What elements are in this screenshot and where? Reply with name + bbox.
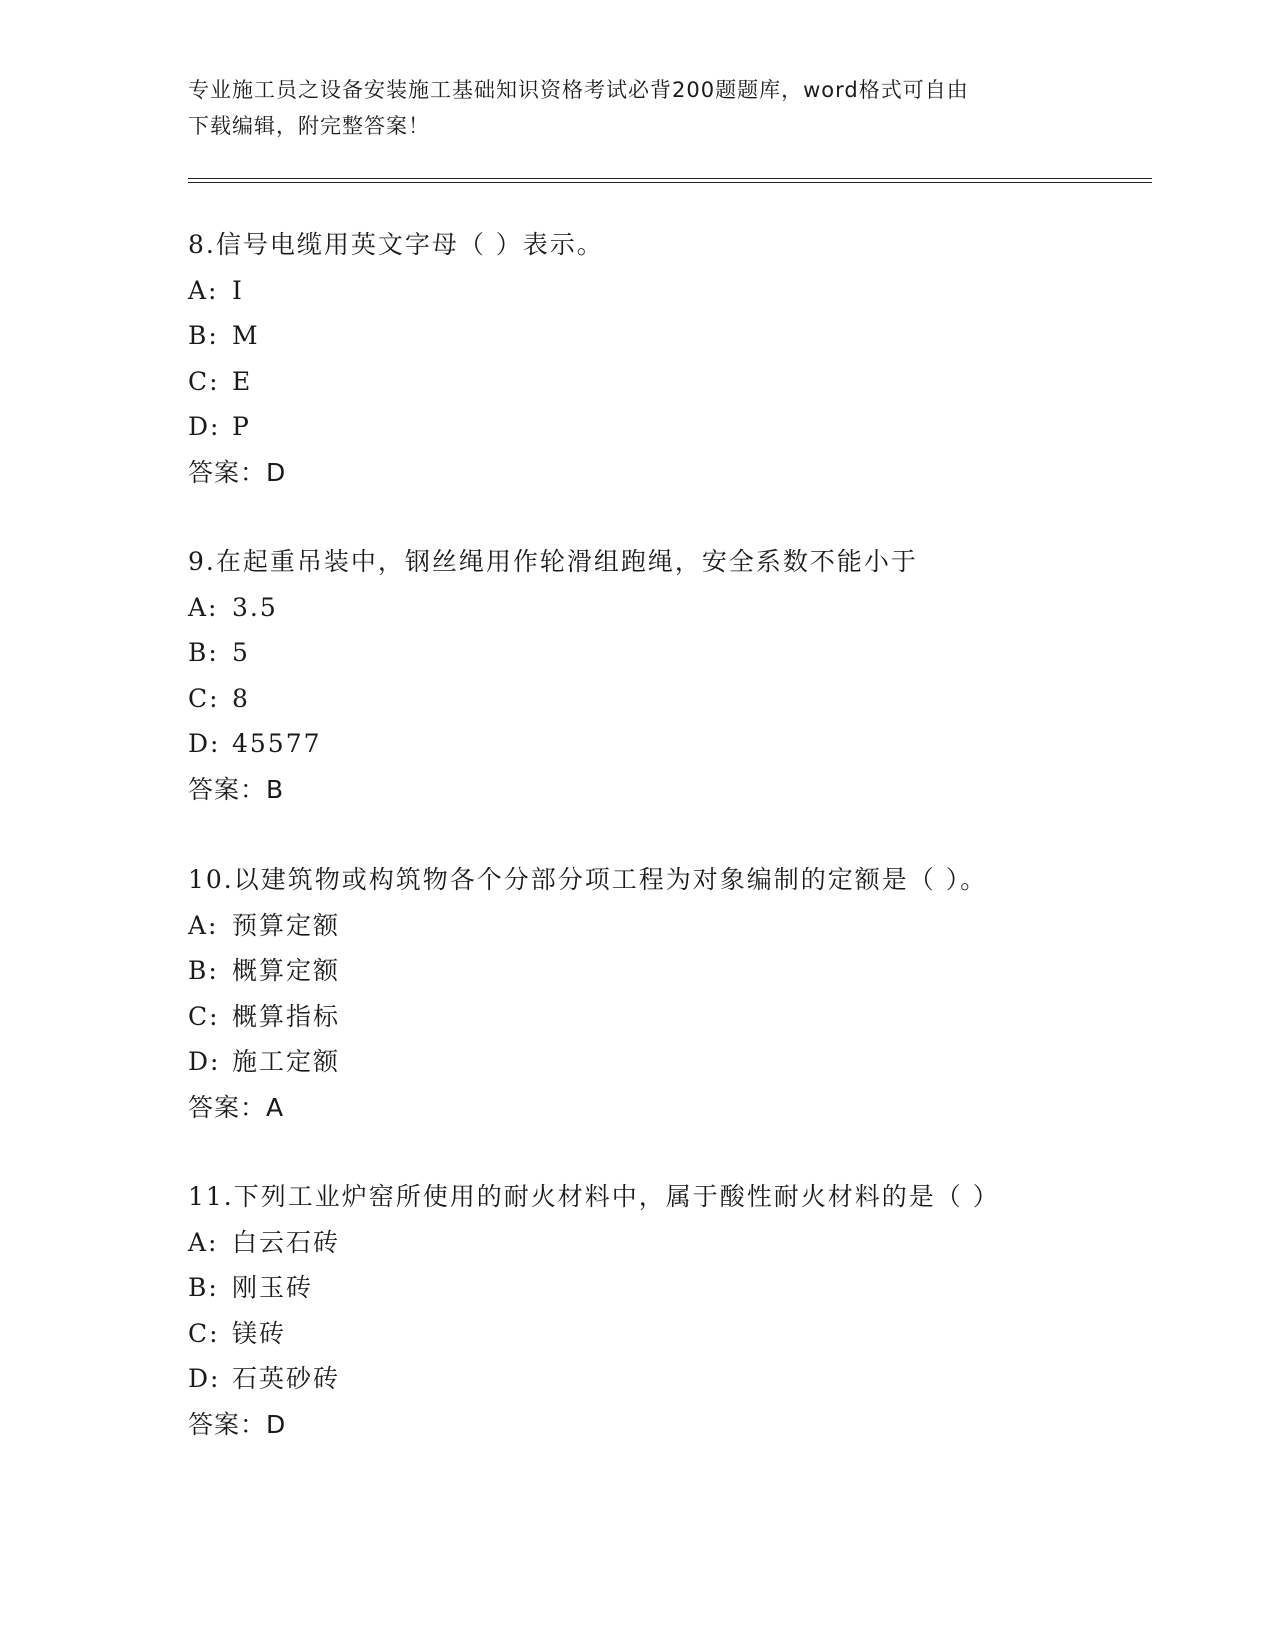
option-label: A: (188, 910, 219, 940)
option-d (188, 1356, 1148, 1402)
option-text: I (232, 275, 244, 305)
option-c (188, 994, 1148, 1040)
option-label: B: (188, 638, 219, 667)
option-a (188, 903, 1148, 949)
option-a (188, 585, 1148, 631)
answer-line: 答案：D (188, 457, 287, 487)
option-c (188, 676, 1148, 722)
option-text: 8 (232, 683, 250, 713)
option-label: C: (188, 1001, 220, 1031)
question-11 (188, 1174, 1148, 1447)
option-d (188, 404, 1148, 450)
question-stem: 11.下列工业炉窑所使用的耐火材料中，属于酸性耐火材料的是（ ） (188, 1182, 1000, 1211)
option-d (188, 721, 1148, 767)
option-c (188, 359, 1148, 405)
question-9 (188, 539, 1148, 812)
option-text: 施工定额 (232, 1047, 341, 1076)
question-stem: 8.信号电缆用英文字母（ ）表示。 (188, 230, 604, 259)
option-a (188, 268, 1148, 314)
option-text: 概算指标 (232, 1001, 341, 1031)
option-b (188, 948, 1148, 994)
option-c (188, 1311, 1148, 1357)
answer-line: 答案：A (188, 1092, 285, 1122)
option-label: C: (188, 683, 220, 713)
option-label: D: (188, 412, 221, 441)
option-text: 预算定额 (232, 910, 341, 940)
question-stem: 9.在起重吊装中，钢丝绳用作轮滑组跑绳，安全系数不能小于 (188, 547, 918, 576)
header-divider (188, 178, 1152, 183)
option-text: 45577 (232, 729, 322, 758)
option-label: A: (188, 275, 219, 305)
option-text: 3.5 (232, 592, 278, 622)
document-header (188, 72, 1088, 144)
option-text: 白云石砖 (232, 1227, 341, 1257)
answer-line: 答案：B (188, 774, 285, 804)
header-line-1: 专业施工员之设备安装施工基础知识资格考试必背200题题库，word格式可自由 (188, 78, 969, 102)
option-text: 镁砖 (232, 1318, 287, 1348)
question-10 (188, 857, 1148, 1130)
question-stem: 10.以建筑物或构筑物各个分部分项工程为对象编制的定额是（ ）。 (188, 865, 988, 894)
option-label: C: (188, 1318, 220, 1348)
option-text: 刚玉砖 (232, 1273, 314, 1302)
option-label: D: (188, 1047, 221, 1076)
option-text: 概算定额 (232, 956, 341, 985)
option-b (188, 1265, 1148, 1311)
option-label: D: (188, 1364, 221, 1393)
answer-line: 答案：D (188, 1409, 287, 1439)
option-label: B: (188, 321, 219, 350)
option-label: D: (188, 729, 221, 758)
option-b (188, 630, 1148, 676)
header-line-2: 下载编辑，附完整答案！ (188, 114, 430, 138)
option-text: 5 (232, 638, 250, 667)
option-text: 石英砂砖 (232, 1364, 341, 1393)
option-text: M (232, 321, 260, 350)
option-label: A: (188, 592, 219, 622)
option-d (188, 1039, 1148, 1085)
option-label: A: (188, 1227, 219, 1257)
option-text: P (232, 412, 251, 441)
option-text: E (232, 366, 253, 396)
option-label: C: (188, 366, 220, 396)
option-label: B: (188, 956, 219, 985)
option-label: B: (188, 1273, 219, 1302)
option-a (188, 1220, 1148, 1266)
question-8 (188, 222, 1148, 495)
option-b (188, 313, 1148, 359)
